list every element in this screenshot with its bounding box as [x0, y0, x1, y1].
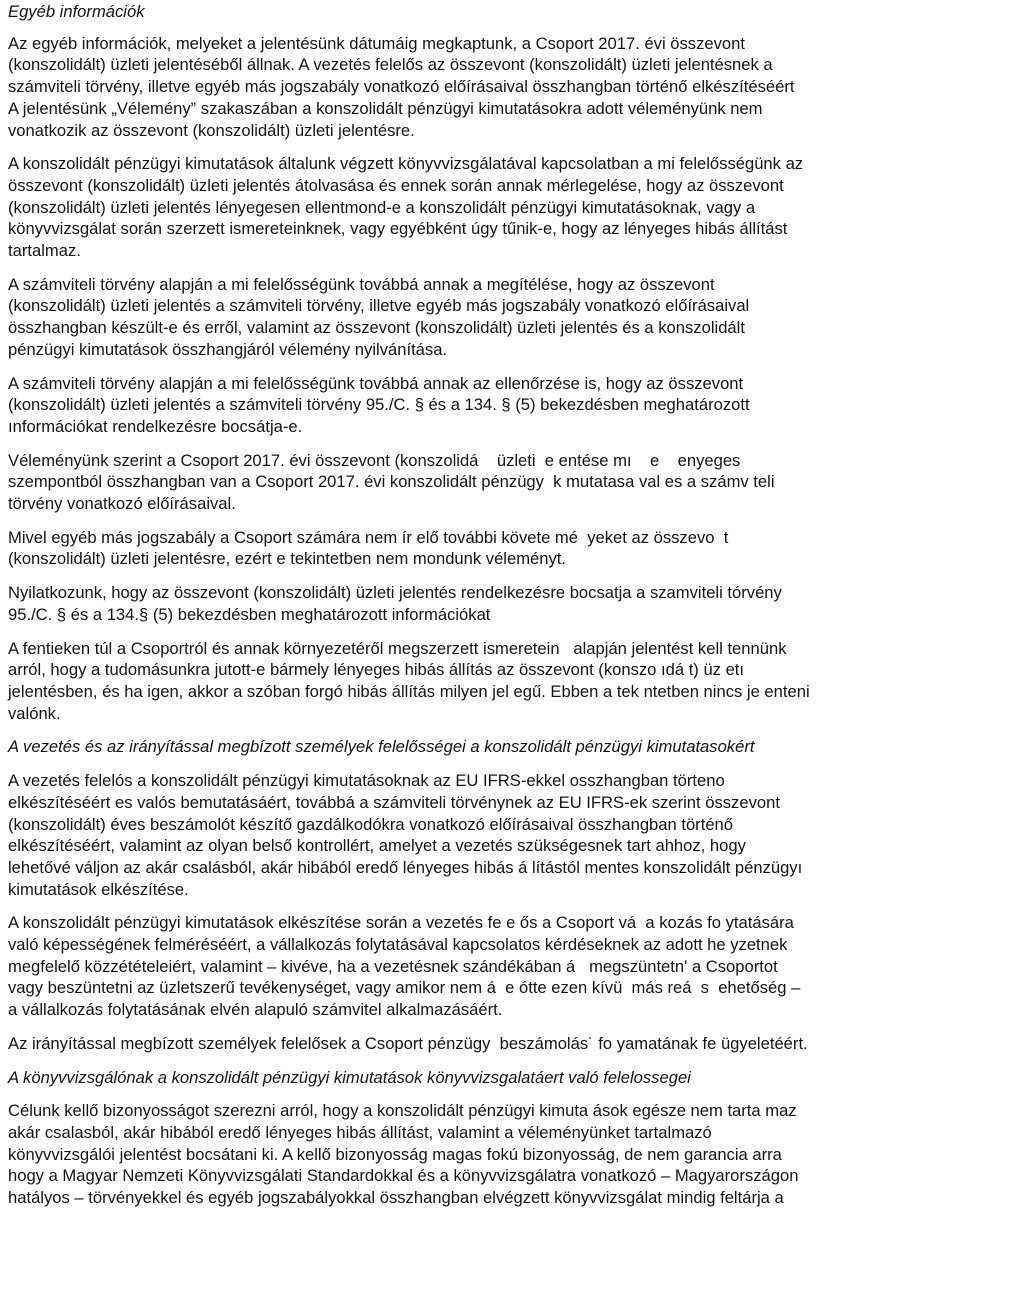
paragraph-management-responsible — [8, 770, 1016, 900]
text-line: A jelentésünk „Vélemény” szakaszában a konszolidált pénzügyi kimutatásokra adott véleményünk nem — [8, 98, 763, 118]
paragraph-auditor-responsibility — [8, 153, 1016, 262]
text-line: (konszolidált) üzleti jelentés a számviteli törvény 95./C. § és a 134. § (5) bekezdésben meghatározott — [8, 395, 750, 415]
section-heading-auditor-responsibilities: A könyvvizsgálónak a konszolidált pénzügyi kimutatások könyvvizsgalatáert való felelossegei — [8, 1067, 691, 1087]
text-line: megfelelő közzétételeiért, valamint – kivéve, ha a vezetésnek szándékában á megszüntetn' a Csoportot — [8, 956, 778, 976]
text-line: való képességének felméréséért, a vállalkozás folytatásával kapcsolatos kérdéseknek az adott he yzetnek — [8, 935, 788, 955]
text-line: törvény vonatkozó előírásaival. — [8, 494, 236, 514]
paragraph-going-concern — [8, 912, 1016, 1021]
text-line: szempontból összhangban van a Csoport 2017. évi konszolidált pénzügy k mutatasa val es a számv teli — [8, 472, 775, 492]
text-line: könyvvizsgálói jelentést bocsátani ki. A kellő bizonyosság magas fokú bizonyosság, de nem garancia arra — [8, 1144, 782, 1164]
paragraph-declaration — [8, 582, 1016, 625]
text-line: A fentieken túl a Csoportról és annak környezetéről megszerzett ismeretein alapján jelentést kell tennünk — [8, 638, 787, 658]
text-line: vonatkozik az összevont (konszolidált) üzleti jelentésre. — [8, 120, 415, 140]
text-line: arról, hogy a tudomásunkra jutott-e bármely lényeges hibás állítás az összevont (konszo ıdá t) üz etı — [8, 660, 745, 680]
text-line: tartalmaz. — [8, 241, 81, 261]
section-heading-other-information: Egyéb információk — [8, 2, 145, 21]
text-line: Az egyéb információk, melyeket a jelentésünk dátumáig megkaptunk, a Csoport 2017. évi összevont — [8, 33, 745, 53]
text-line: (konszolidált) üzleti jelentés a számviteli törvény, illetve egyéb más jogszabály vonatkozó előírásaival — [8, 296, 750, 316]
paragraph-governance-oversight — [8, 1033, 1016, 1055]
text-line: könyvvizsgálat során szerzett ismereteinknek, vagy egyébként úgy tűnik-e, hogy az lényeges hibás állítást — [8, 219, 788, 239]
text-line: Mivel egyéb más jogszabály a Csoport számára nem ír elő további követe mé yeket az összevo t — [8, 527, 729, 547]
text-line: elkészítéséért es valós bemutatásáért, továbbá a számviteli törvénynek az EU IFRS-ek szerint összevont — [8, 792, 780, 812]
text-line: összhangban készült-e és erről, valamint az összevont (konszolidált) üzleti jelentés és a konszolidált — [8, 318, 745, 338]
text-line: hogy a Magyar Nemzeti Könyvvizsgálati Standardokkal és a könyvvizsgálatra vonatkozó – Magyarországon — [8, 1166, 799, 1186]
text-line: hatályos – törvényekkel és egyéb jogszabályokkal összhangban elvégzett könyvvizsgálat mindig feltárja a — [8, 1188, 784, 1208]
text-line: Az irányítással megbízott személyek felelősek a Csoport pénzügy beszámolás˙ fo yamatának fe ügyeletéért. — [8, 1033, 808, 1053]
paragraph-audit-objective — [8, 1100, 1016, 1209]
paragraph-no-further-requirements — [8, 527, 1016, 570]
text-line: (konszolidált) üzleti jelentéséből állnak. A vezetés felelős az összevont (konszolidált) üzleti jelentésnek a — [8, 55, 773, 75]
text-line: (konszolidált) üzleti jelentés lényegesen ellentmond-e a konszolidált pénzügyi kimutatásoknak, vagy a — [8, 197, 756, 217]
paragraph-opinion — [8, 450, 1016, 515]
text-line: jelentésben, és ha igen, akkor a szóban forgó hibás állítás milyen jel egű. Ebben a tek ntetben nincs je enteni — [8, 681, 810, 701]
text-line: (konszolidált) éves beszámolót készítő gazdálkodókra vonatkozó előírásaival összhangban történő — [8, 814, 734, 834]
paragraph-accounting-act-assessment — [8, 274, 1016, 361]
paragraph-other-info-intro — [8, 33, 1016, 142]
text-line: Célunk kellő bizonyosságot szerezni arról, hogy a konszolidált pénzügyi kimuta ások egésze nem tarta maz — [8, 1101, 797, 1121]
section-heading-management-responsibilities: A vezetés és az irányítással megbízott személyek felelősségei a konszolidált pénzügyi kimutatasokért — [8, 737, 755, 757]
text-line: vagy beszüntetni az üzletszerű tevékenységet, vagy amikor nem á e ótte ezen kívü más reá s ehetőség – — [8, 978, 801, 998]
text-line: lehetővé váljon az akár csalásból, akár hibából eredő lényeges hibás á lítástól mentes konszolidált pénzügyı — [8, 857, 803, 877]
text-line: összevont (konszolidált) üzleti jelentés átolvasása és ennek során annak mérlegelése, hogy az összevont — [8, 175, 784, 195]
text-line: számviteli törvény, illetve egyéb más jogszabály vonatkozó előírásaival összhangban történő elkészítéséért — [8, 77, 795, 97]
text-line: A konszolidált pénzügyi kimutatások elkészítése során a vezetés fe e ős a Csoport vá a kozás fo ytatására — [8, 913, 794, 933]
text-line: Nyilatkozunk, hogy az összevont (konszolidált) üzleti jelentés rendelkezésre bocsatja a szamviteli tórvény — [8, 583, 782, 603]
text-line: a vállalkozás folytatásának elvén alapuló számvitel alkalmazásáért. — [8, 1000, 503, 1020]
text-line: (konszolidált) üzleti jelentésre, ezért e tekintetben nem mondunk véleményt. — [8, 549, 567, 569]
text-line: elkészítéséért, valamint az olyan belső kontrollért, amelyet a vezetés szükségesnek tart ahhoz, hogy — [8, 836, 746, 856]
text-line: A számviteli törvény alapján a mi felelősségünk továbbá annak az ellenőrzése is, hogy az összevont — [8, 373, 744, 393]
text-line: pénzügyi kimutatások összhangjáról vélemény nyilvánítása. — [8, 339, 448, 359]
paragraph-material-misstatement-report — [8, 638, 1016, 725]
text-line: akár csalasból, akár hibából eredő lényeges hibás állítást, valamint a véleményünket tartalmazó — [8, 1122, 712, 1142]
text-line: valónk. — [8, 703, 61, 723]
text-line: A konszolidált pénzügyi kimutatások általunk végzett könyvvizsgálatával kapcsolatban a mi felelősségünk az — [8, 154, 804, 174]
text-line: A vezetés felelós a konszolidált pénzügyi kimutatásoknak az EU IFRS-ekkel osszhangban törteno — [8, 771, 725, 791]
text-line: Véleményünk szerint a Csoport 2017. évi összevont (konszolidá üzleti e entése mı e enyeges — [8, 450, 741, 470]
text-line: A számviteli törvény alapján a mi felelősségünk továbbá annak a megítélése, hogy az összevont — [8, 274, 715, 294]
text-line: 95./C. § és a 134.§ (5) bekezdésben meghatározott információkat — [8, 604, 491, 624]
text-line: kimutatások elkészítése. — [8, 879, 189, 899]
paragraph-accounting-act-check — [8, 373, 1016, 438]
text-line: ınformációkat rendelkezésre bocsátja-e. — [8, 416, 303, 436]
